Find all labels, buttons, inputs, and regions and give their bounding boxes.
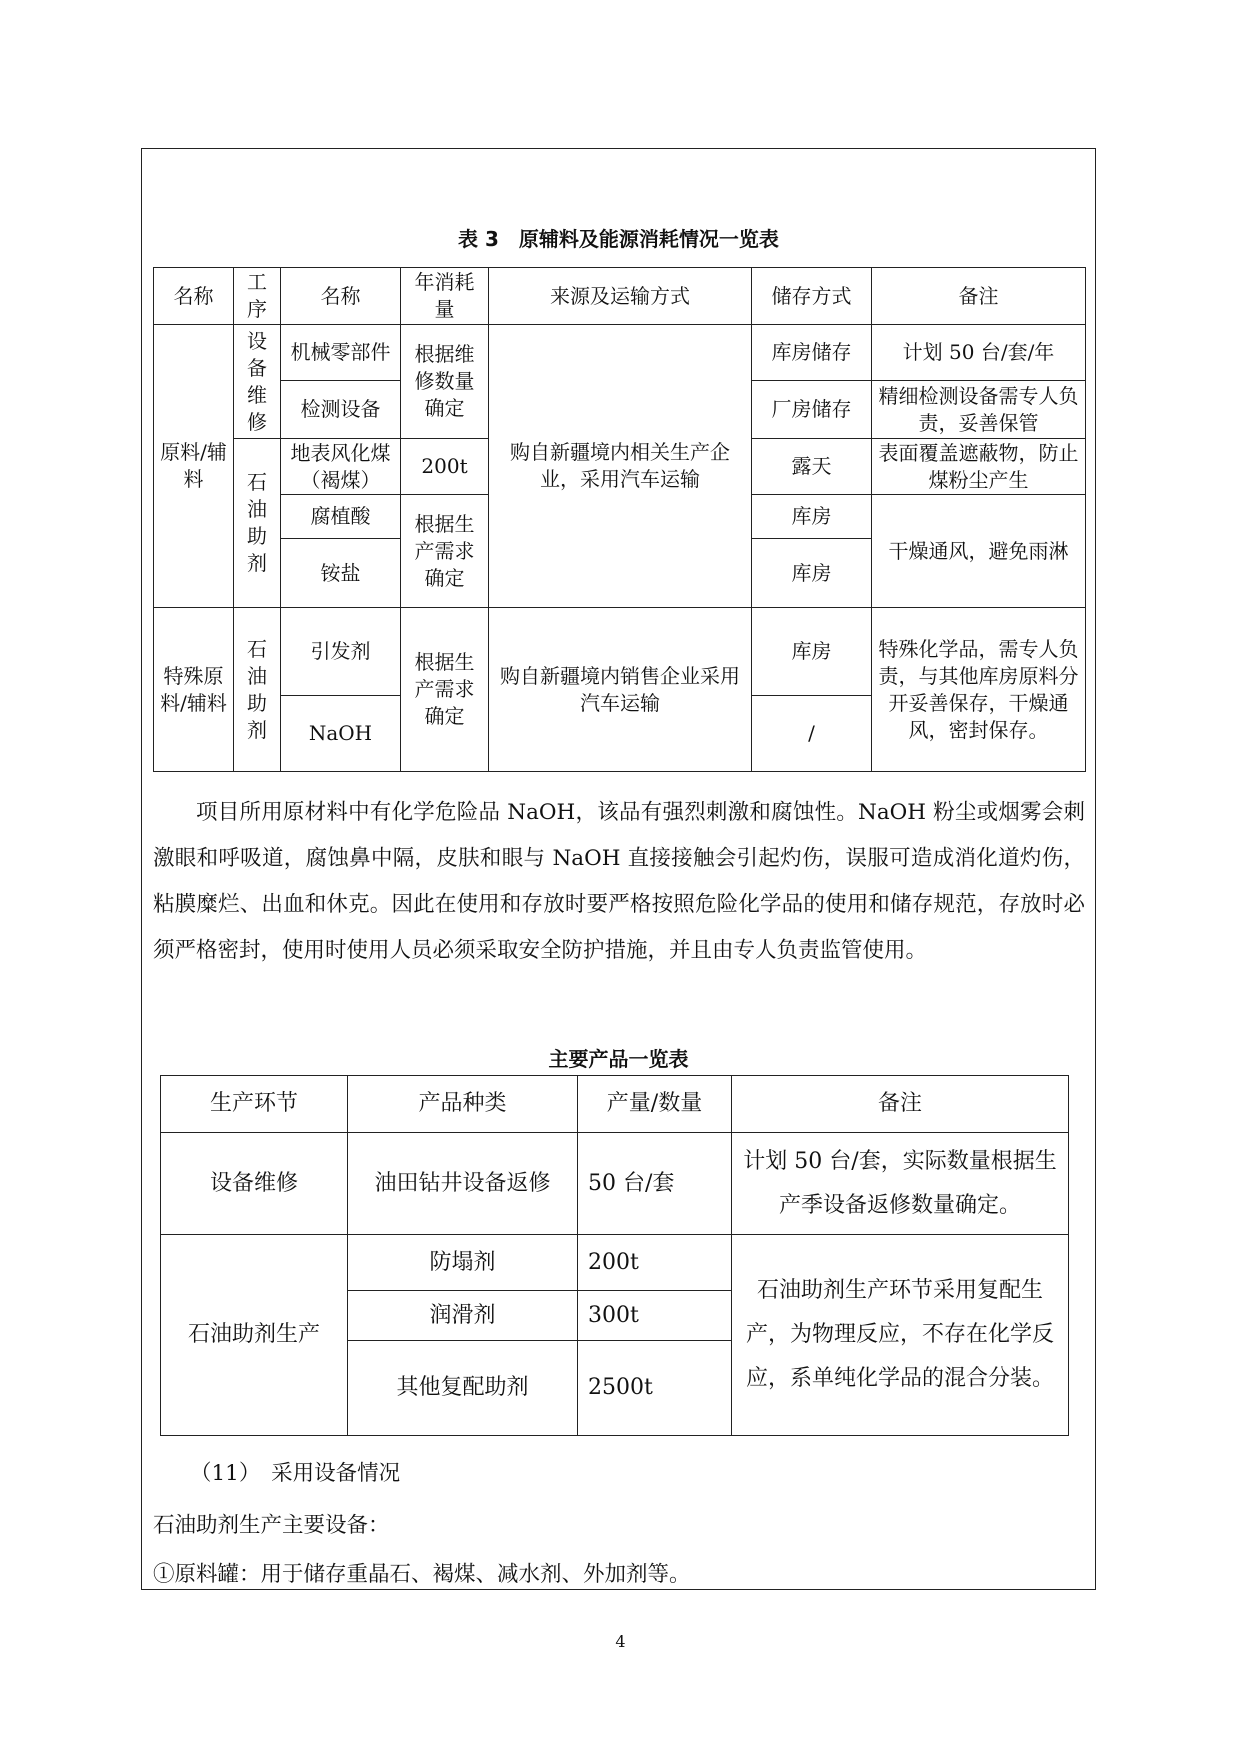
header-cell: 产量/数量 xyxy=(578,1076,732,1133)
note-cell: 精细检测设备需专人负责，妥善保管 xyxy=(872,381,1086,439)
material-cell: NaOH xyxy=(281,696,401,772)
category-cell: 原料/辅料 xyxy=(154,325,234,608)
process-cell: 设备维修 xyxy=(234,325,281,439)
storage-cell: 库房 xyxy=(752,608,872,696)
header-cell: 来源及运输方式 xyxy=(489,268,752,325)
storage-cell: 库房 xyxy=(752,539,872,608)
storage-cell: 厂房储存 xyxy=(752,381,872,439)
material-cell: 腐植酸 xyxy=(281,495,401,539)
header-cell: 名称 xyxy=(154,268,234,325)
header-cell: 备注 xyxy=(872,268,1086,325)
product-cell: 防塌剂 xyxy=(348,1235,578,1291)
process-cell: 石油助剂 xyxy=(234,439,281,608)
table-header-row xyxy=(161,1076,1069,1133)
process-cell: 石油助剂 xyxy=(234,608,281,772)
table-header-row xyxy=(154,268,1086,325)
raw-materials-table xyxy=(153,267,1086,772)
quantity-cell: 2500t xyxy=(578,1341,732,1436)
quantity-cell: 200t xyxy=(578,1235,732,1291)
storage-cell: 库房储存 xyxy=(752,325,872,381)
products-table-title: 主要产品一览表 xyxy=(548,1047,689,1071)
page-number: 4 xyxy=(615,1632,626,1651)
header-cell: 工序 xyxy=(234,268,281,325)
note-cell: 表面覆盖遮蔽物，防止煤粉尘产生 xyxy=(872,439,1086,495)
note-cell: 石油助剂生产环节采用复配生产，为物理反应，不存在化学反应，系单纯化学品的混合分装。 xyxy=(732,1235,1069,1436)
note-cell: 计划 50 台/套/年 xyxy=(872,325,1086,381)
source-cell: 购自新疆境内销售企业采用汽车运输 xyxy=(489,608,752,772)
material-cell: 地表风化煤（褐煤） xyxy=(281,439,401,495)
section-heading: （11） 采用设备情况 xyxy=(190,1461,401,1486)
hazard-paragraph: 项目所用原材料中有化学危险品 NaOH，该品有强烈刺激和腐蚀性。NaOH 粉尘或烟雾会刺激眼和呼吸道，腐蚀鼻中隔，皮肤和眼与 NaOH 直接接触会引起灼伤，误服可造成消化道灼伤，粘膜糜烂、出血和休克。因此在使用和存放时要严格按照危险化学品的使用和储存规范，存放时必须严格密封，使用时使用人员必须采取安全防护措施，并且由专人负责监管使用。 xyxy=(153,800,1085,963)
table-row xyxy=(154,608,1086,696)
equipment-item: ①原料罐：用于储存重晶石、褐煤、减水剂、外加剂等。 xyxy=(153,1562,691,1587)
product-cell: 其他复配助剂 xyxy=(348,1341,578,1436)
material-cell: 检测设备 xyxy=(281,381,401,439)
header-cell: 生产环节 xyxy=(161,1076,348,1133)
table-row xyxy=(154,325,1086,381)
header-cell: 备注 xyxy=(732,1076,1069,1133)
consumption-cell: 根据生产需求确定 xyxy=(401,608,489,772)
storage-cell: 露天 xyxy=(752,439,872,495)
storage-cell: 库房 xyxy=(752,495,872,539)
table3-title: 表 3 原辅料及能源消耗情况一览表 xyxy=(458,227,779,251)
header-cell: 名称 xyxy=(281,268,401,325)
product-cell: 油田钻井设备返修 xyxy=(348,1133,578,1235)
category-cell: 特殊原料/辅料 xyxy=(154,608,234,772)
table-row xyxy=(161,1133,1069,1235)
note-cell: 特殊化学品，需专人负责，与其他库房原料分开妥善保存，干燥通风，密封保存。 xyxy=(872,608,1086,772)
header-cell: 储存方式 xyxy=(752,268,872,325)
material-cell: 铵盐 xyxy=(281,539,401,608)
storage-cell: / xyxy=(752,696,872,772)
table-row xyxy=(161,1235,1069,1291)
header-cell: 产品种类 xyxy=(348,1076,578,1133)
consumption-cell: 根据维修数量确定 xyxy=(401,325,489,439)
source-cell: 购自新疆境内相关生产企业，采用汽车运输 xyxy=(489,325,752,608)
product-cell: 润滑剂 xyxy=(348,1291,578,1341)
products-table xyxy=(160,1075,1069,1436)
quantity-cell: 50 台/套 xyxy=(578,1133,732,1235)
equipment-heading: 石油助剂生产主要设备： xyxy=(153,1513,390,1538)
note-cell: 干燥通风，避免雨淋 xyxy=(872,495,1086,608)
consumption-cell: 根据生产需求确定 xyxy=(401,495,489,608)
quantity-cell: 300t xyxy=(578,1291,732,1341)
header-cell: 年消耗量 xyxy=(401,268,489,325)
material-cell: 机械零部件 xyxy=(281,325,401,381)
note-cell: 计划 50 台/套，实际数量根据生产季设备返修数量确定。 xyxy=(732,1133,1069,1235)
material-cell: 引发剂 xyxy=(281,608,401,696)
stage-cell: 设备维修 xyxy=(161,1133,348,1235)
stage-cell: 石油助剂生产 xyxy=(161,1235,348,1436)
consumption-cell: 200t xyxy=(401,439,489,495)
